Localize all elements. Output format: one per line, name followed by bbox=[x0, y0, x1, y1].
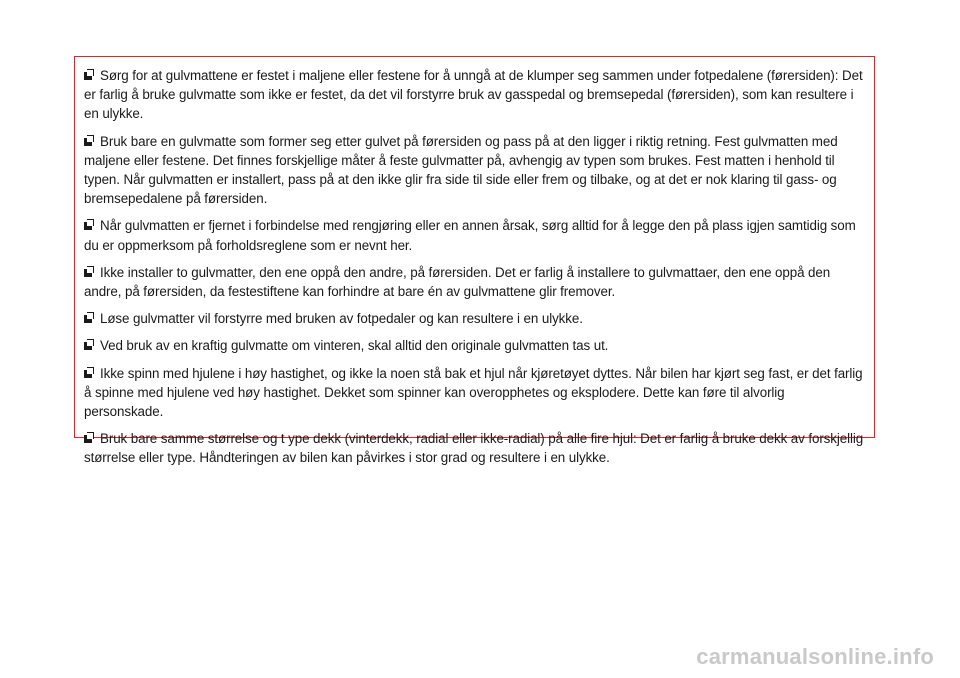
square-bullet-icon bbox=[84, 339, 95, 351]
square-bullet-icon bbox=[84, 135, 95, 147]
warning-item bbox=[84, 132, 865, 209]
warning-text: Løse gulvmatter vil forstyrre med bruken av fotpedaler og kan resultere i en ulykke. bbox=[100, 311, 583, 327]
warning-text: Ved bruk av en kraftig gulvmatte om vinteren, skal alltid den originale gulvmatten tas ut. bbox=[100, 338, 609, 354]
square-bullet-icon bbox=[84, 367, 95, 379]
warning-text: Bruk bare samme størrelse og t ype dekk (vinterdekk, radial eller ikke-radial) på alle fire hjul: Det er farlig å bruke dekk av forskjellig størrelse eller type. Håndteringen av bilen kan påvirkes i stor grad og resultere i en ulykke. bbox=[84, 431, 864, 466]
warning-box bbox=[74, 56, 875, 466]
warning-text: Ikke installer to gulvmatter, den ene oppå den andre, på førersiden. Det er farlig å installere to gulvmattaer, den ene oppå den andre, på førersiden, da festestiftene kan forhindre at bare én av gulvmattene glir fremover. bbox=[84, 264, 831, 300]
warning-text: Sørg for at gulvmattene er festet i maljene eller festene for å unngå at de klumper seg sammen under fotpedalene (førersiden): Det er farlig å bruke gulvmatte som ikke er festet, da det vil forstyrre bruk av gasspedal og bremsepedal (førersiden), som kan resultere i en ulykke. bbox=[84, 68, 863, 122]
warning-item bbox=[84, 216, 865, 254]
warning-item bbox=[84, 263, 865, 301]
warning-item bbox=[84, 364, 865, 422]
warning-item bbox=[84, 66, 865, 124]
square-bullet-icon bbox=[84, 219, 95, 231]
warning-item bbox=[84, 336, 865, 355]
square-bullet-icon bbox=[84, 266, 95, 278]
warning-text: Når gulvmatten er fjernet i forbindelse med rengjøring eller en annen årsak, sørg alltid for å legge den på plass igjen samtidig som du er oppmerksom på forholdsreglene som er nevnt her. bbox=[84, 218, 856, 253]
warning-text: Ikke spinn med hjulene i høy hastighet, og ikke la noen stå bak et hjul når kjøretøyet dyttes. Når bilen har kjørt seg fast, er det farlig å spinne med hjulene ved høy hastighet. Dekket som spinner kan overopphetes og eksplodere. Dette kan føre til alvorlig personskade. bbox=[84, 365, 863, 420]
square-bullet-icon bbox=[84, 312, 95, 324]
warning-text: Bruk bare en gulvmatte som former seg etter gulvet på førersiden og pass på at den ligger i riktig retning. Fest gulvmatten med maljene eller festene. Det finnes forskjellige måter å feste gulvmatter på, avhengig av typen som brukes. Fest matten i henhold til typen. Når gulvmatten er installert, pass på at den ikke glir fra side til side eller frem og tilbake, og at det er nok klaring til gass- og bremsepedalene på førersiden. bbox=[84, 133, 838, 207]
warning-item bbox=[84, 429, 865, 467]
square-bullet-icon bbox=[84, 432, 95, 444]
square-bullet-icon bbox=[84, 69, 95, 81]
warning-item bbox=[84, 309, 865, 328]
watermark: carmanualsonline.info bbox=[696, 644, 934, 669]
